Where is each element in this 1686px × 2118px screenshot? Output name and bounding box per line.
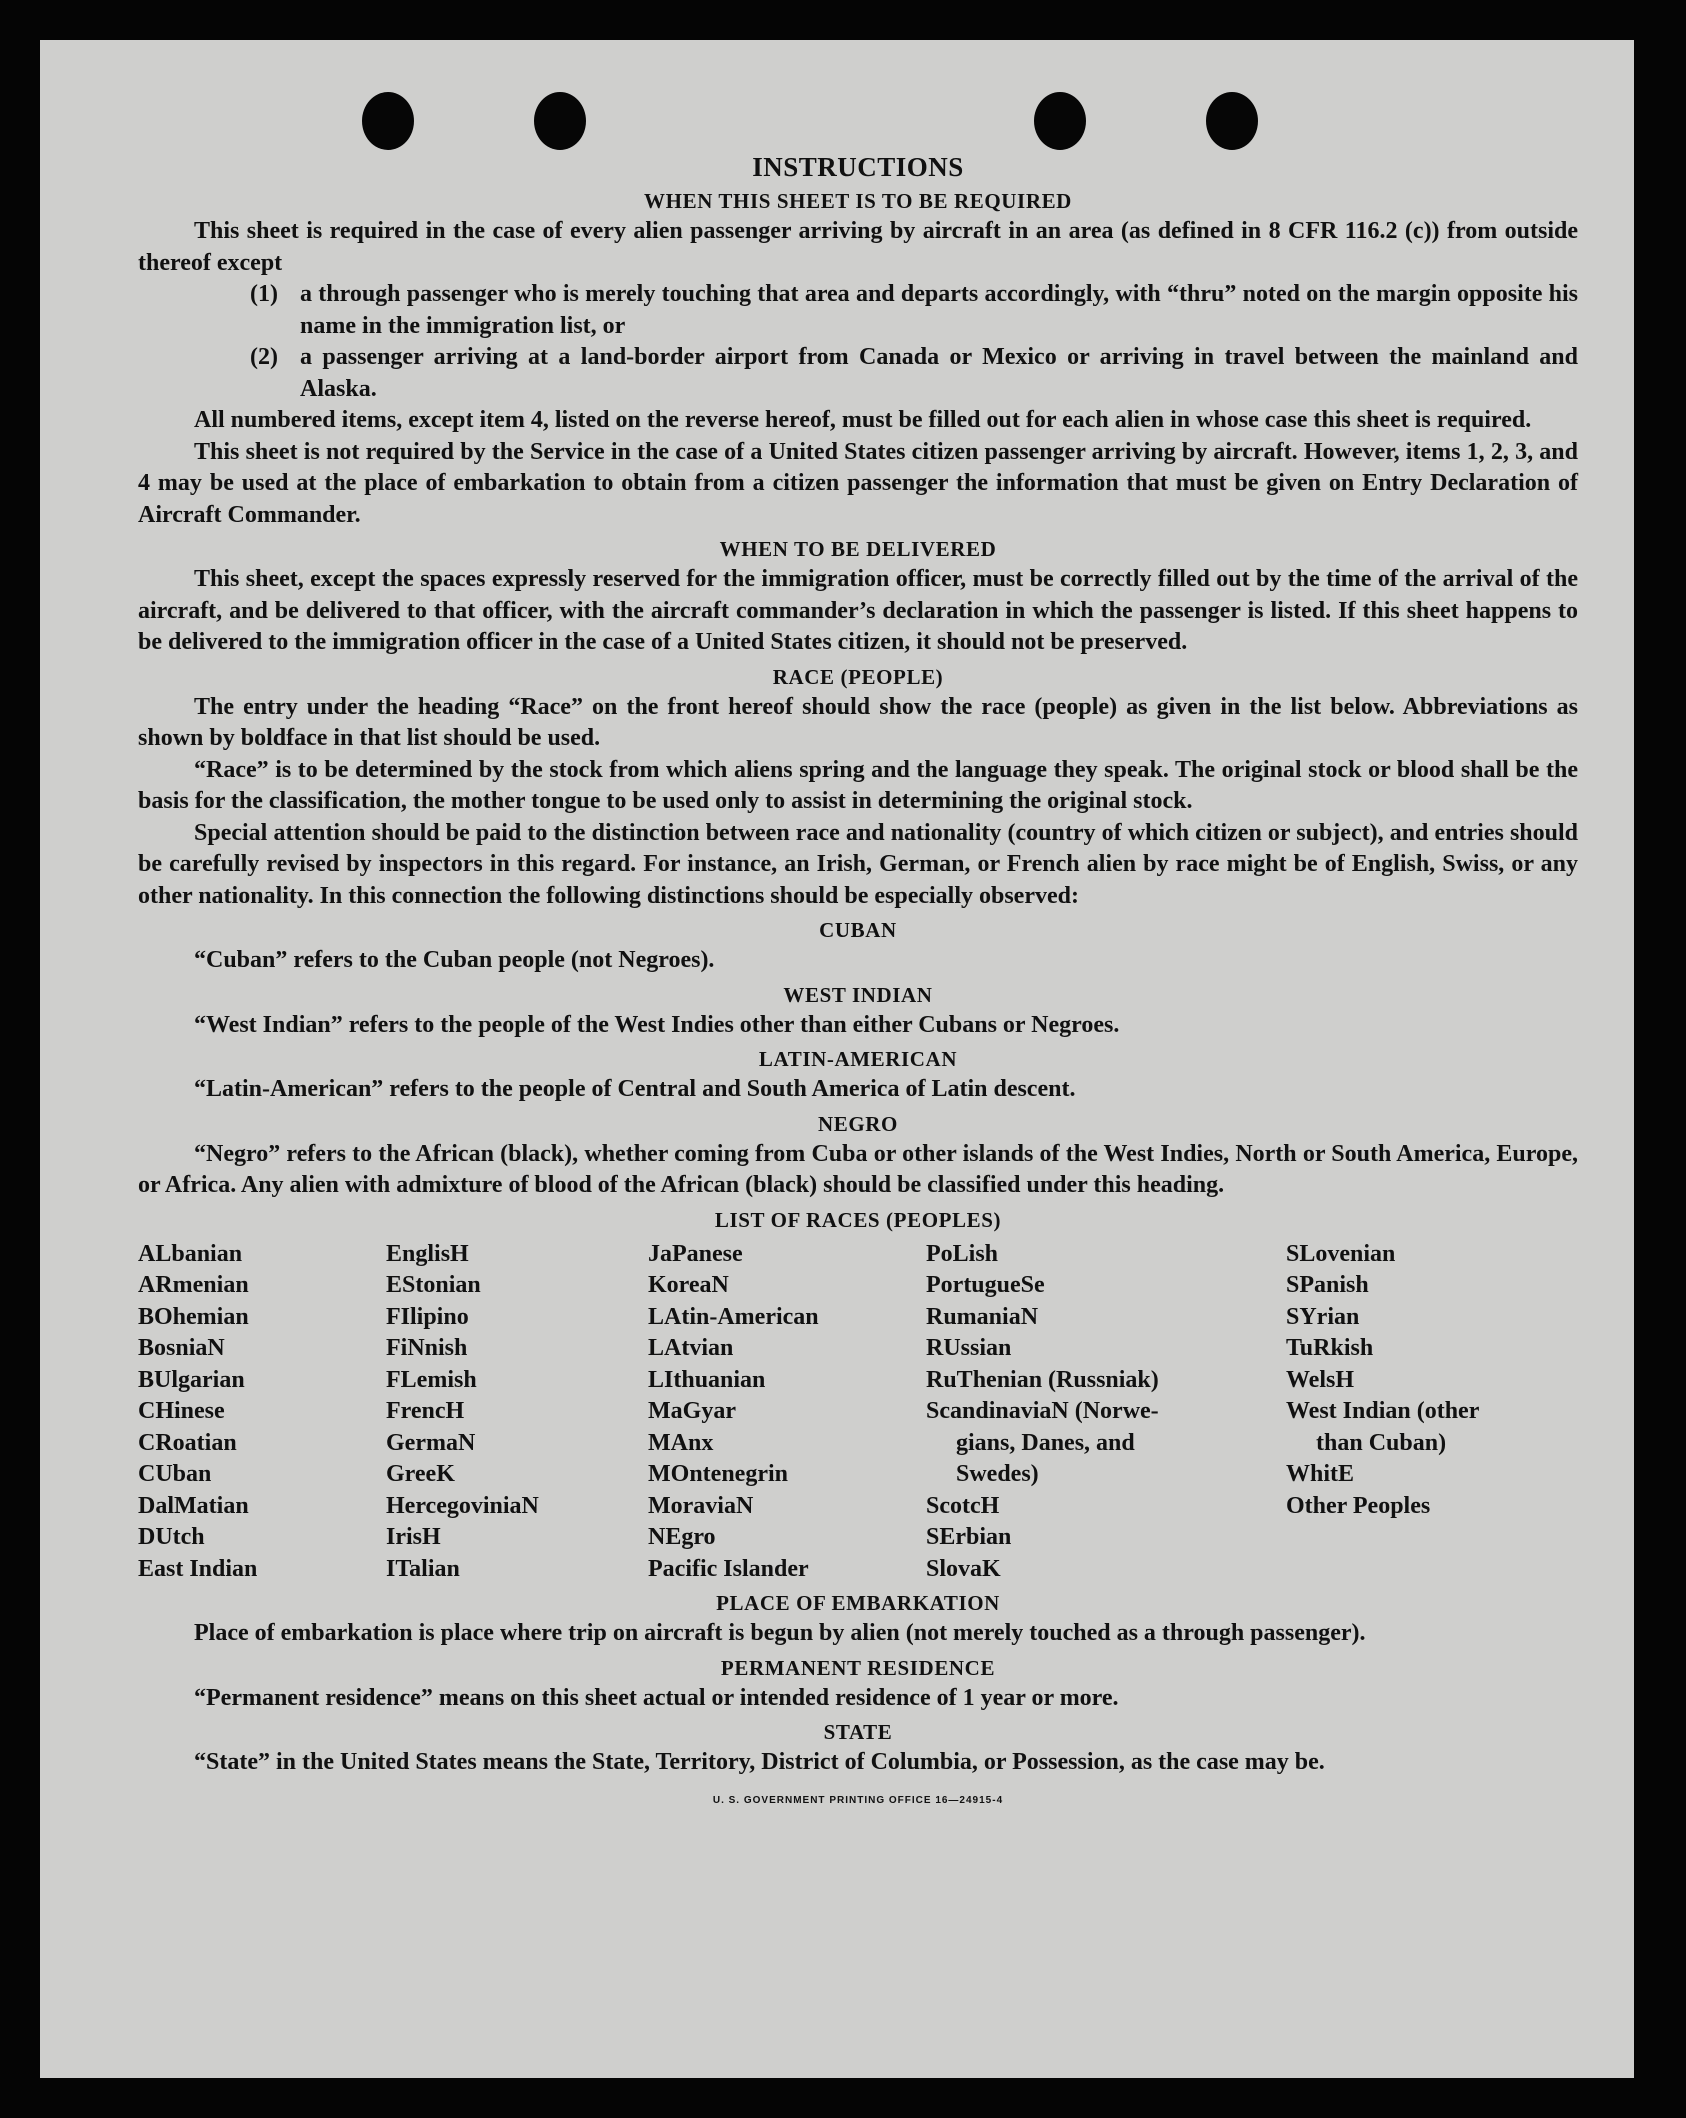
race-item: DUtch <box>138 1524 205 1550</box>
race-item: PoLish <box>926 1240 999 1267</box>
document-page <box>40 40 1634 2078</box>
heading-when-required: WHEN THIS SHEET IS TO BE REQUIRED <box>644 189 1072 213</box>
race-item: Other Peoples <box>1286 1492 1431 1519</box>
races-column-1 <box>138 1239 386 1586</box>
race-item: EStonian <box>386 1272 481 1298</box>
exception-item-2 <box>250 342 1578 405</box>
race-item: SErbian <box>926 1524 1012 1550</box>
race-item: ARmenian <box>138 1272 249 1298</box>
negro-p1: “Negro” refers to the African (black), whether coming from Cuba or other islands of the West Indies, North or South America, Europe, or Africa. Any alien with admixture of blood of the African (black) should be classified under this heading. <box>138 1140 1578 1198</box>
race-item: RuThenian (Russniak) <box>926 1366 1159 1393</box>
item-text: a passenger arriving at a land-border airport from Canada or Mexico or arriving in travel between the mainland and Alaska. <box>300 344 1578 402</box>
heading-race: RACE (PEOPLE) <box>772 664 944 689</box>
race-item: TuRkish <box>1286 1335 1374 1361</box>
race-item: East Indian <box>138 1555 258 1582</box>
heading-list-of-races: LIST OF RACES (PEOPLES) <box>714 1207 1002 1232</box>
race-item: ITalian <box>386 1555 460 1582</box>
races-column-4 <box>926 1239 1286 1586</box>
heading-negro: NEGRO <box>817 1111 898 1136</box>
race-item: DalMatian <box>138 1492 249 1519</box>
race-item: PortugueSe <box>926 1272 1045 1298</box>
race-p2: “Race” is to be determined by the stock from which aliens spring and the language they speak. The original stock or blood shall be the basis for the classification, the mother tongue to be used only to assist in determining the original stock. <box>138 756 1578 814</box>
race-p1: The entry under the heading “Race” on the front hereof should show the race (people) as given in the list below. Abbreviations as shown by boldface in that list should be used. <box>138 693 1578 751</box>
delivered-p1: This sheet, except the spaces expressly reserved for the immigration officer, must be correctly filled out by the time of the arrival of the aircraft, and be delivered to that officer, with the aircraft commander’s declaration in which the passenger is listed. If this sheet happens to be delivered to the immigration officer in the case of a United States citizen, it should not be preserved. <box>138 566 1578 655</box>
instructions-content <box>138 112 1578 1806</box>
residence-p1: “Permanent residence” means on this sheet actual or intended residence of 1 year or more. <box>194 1684 1119 1711</box>
race-item: ScotcH <box>926 1492 1000 1519</box>
race-item: MaGyar <box>648 1398 736 1424</box>
race-item: WhitE <box>1286 1461 1355 1487</box>
race-item: LAtvian <box>648 1335 734 1361</box>
race-item: RumaniaN <box>926 1303 1039 1330</box>
race-item: CHinese <box>138 1398 225 1424</box>
race-item: SYrian <box>1286 1303 1360 1330</box>
race-item: GermaN <box>386 1429 476 1456</box>
race-p3: Special attention should be paid to the distinction between race and nationality (country of which citizen or subject), and entries should be carefully revised by inspectors in this regard. For instance, an Irish, German, or French alien by race might be of English, Swiss, or any other nationality. In this connection the following distinctions should be especially observed: <box>138 819 1578 909</box>
race-item: ScandinaviaN (Norwe- <box>926 1398 1159 1424</box>
race-item: ALbanian <box>138 1240 243 1267</box>
race-item: MoraviaN <box>648 1492 754 1519</box>
latin-american-p1: “Latin-American” refers to the people of Central and South America of Latin descent. <box>194 1076 1076 1102</box>
race-item: GreeK <box>386 1461 455 1487</box>
race-item: RUssian <box>926 1335 1012 1361</box>
race-item: EnglisH <box>386 1240 469 1267</box>
heading-residence: PERMANENT RESIDENCE <box>720 1655 996 1680</box>
exception-item-1 <box>250 279 1578 342</box>
race-item: BOhemian <box>138 1303 249 1330</box>
race-item: SPanish <box>1286 1272 1369 1298</box>
race-item: than Cuban) <box>1316 1429 1447 1456</box>
race-item: LIthuanian <box>648 1366 766 1393</box>
races-column-2 <box>386 1239 648 1586</box>
race-item: HercegoviniaN <box>386 1492 539 1519</box>
race-item: WelsH <box>1286 1366 1355 1393</box>
item-text: a through passenger who is merely touching that area and departs accordingly, with “thru” noted on the margin opposite his name in the immigration list, or <box>300 281 1578 339</box>
heading-latin-american: LATIN-AMERICAN <box>758 1047 958 1071</box>
races-column-5 <box>1286 1239 1578 1586</box>
race-item: FiNnish <box>386 1335 468 1361</box>
race-item: BUlgarian <box>138 1366 245 1393</box>
race-item: KoreaN <box>648 1272 729 1298</box>
race-item: Swedes) <box>956 1461 1039 1487</box>
race-item: Pacific Islander <box>648 1555 809 1582</box>
printing-office-footer: U. S. GOVERNMENT PRINTING OFFICE 16—24915-4 <box>712 1794 1004 1806</box>
heading-when-delivered: WHEN TO BE DELIVERED <box>719 537 997 561</box>
page-title: INSTRUCTIONS <box>752 152 964 182</box>
heading-embarkation: PLACE OF EMBARKATION <box>716 1591 1000 1615</box>
race-item: LAtin-American <box>648 1303 819 1330</box>
race-item: MAnx <box>648 1429 714 1456</box>
heading-west-indian: WEST INDIAN <box>783 982 933 1007</box>
race-item: IrisH <box>386 1524 441 1550</box>
race-item: JaPanese <box>648 1240 743 1267</box>
cuban-p1: “Cuban” refers to the Cuban people (not Negroes). <box>194 947 715 973</box>
race-item: FLemish <box>386 1366 477 1393</box>
item-number: (2) <box>250 344 278 370</box>
required-p2: All numbered items, except item 4, listed on the reverse hereof, must be filled out for each alien in whose case this sheet is required. <box>194 407 1532 433</box>
race-item: FrencH <box>386 1398 465 1424</box>
race-item: CRoatian <box>138 1429 237 1456</box>
state-p1: “State” in the United States means the State, Territory, District of Columbia, or Possession, as the case may be. <box>194 1749 1325 1775</box>
races-list <box>138 1239 1578 1586</box>
west-indian-p1: “West Indian” refers to the people of the West Indies other than either Cubans or Negroes. <box>194 1011 1120 1038</box>
heading-state: STATE <box>823 1720 893 1744</box>
race-item: MOntenegrin <box>648 1461 788 1487</box>
embarkation-p1: Place of embarkation is place where trip on aircraft is begun by alien (not merely touched as a through passenger). <box>194 1620 1366 1646</box>
race-item: West Indian (other <box>1286 1398 1480 1424</box>
race-item: SLovenian <box>1286 1240 1396 1267</box>
race-item: FIlipino <box>386 1303 469 1330</box>
race-item: SlovaK <box>926 1555 1001 1582</box>
heading-cuban: CUBAN <box>819 918 897 942</box>
race-item: NEgro <box>648 1524 716 1550</box>
required-p3: This sheet is not required by the Service in the case of a United States citizen passenger arriving by aircraft. However, items 1, 2, 3, and 4 may be used at the place of embarkation to obtain from a citizen passenger the information that must be given on Entry Declaration of Aircraft Commander. <box>138 438 1578 528</box>
required-intro: This sheet is required in the case of every alien passenger arriving by aircraft in an area (as defined in 8 CFR 116.2 (c)) from outside thereof except <box>138 218 1578 276</box>
race-item: gians, Danes, and <box>956 1429 1135 1456</box>
race-item: CUban <box>138 1461 212 1487</box>
item-number: (1) <box>250 281 278 307</box>
race-item: BosniaN <box>138 1335 225 1361</box>
races-column-3 <box>648 1239 926 1586</box>
